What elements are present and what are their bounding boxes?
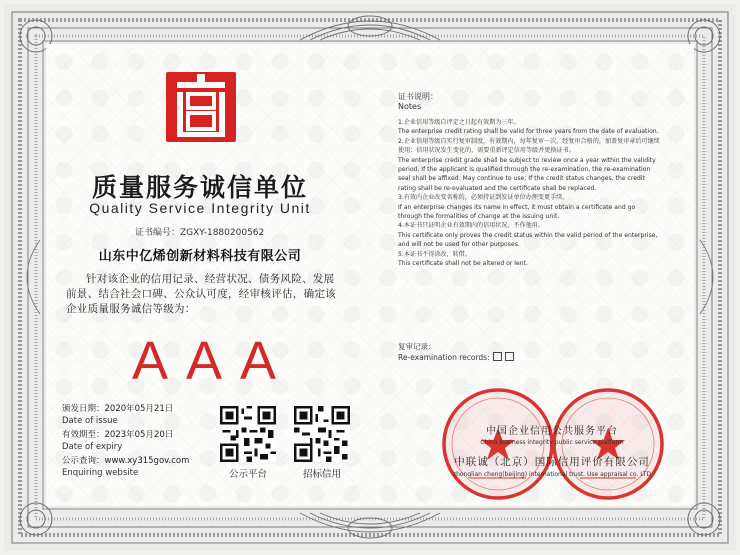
reexam-checkbox bbox=[493, 352, 502, 361]
notes-heading bbox=[398, 92, 438, 112]
reexam-label-en-text: Re-examination records: bbox=[398, 353, 490, 362]
issue-date: 颁发日期：2020年05月21日 bbox=[62, 404, 174, 414]
issuer-block bbox=[402, 422, 702, 478]
notes-title-en: Notes bbox=[398, 102, 422, 111]
notes-title-cn: 证书说明： bbox=[398, 92, 438, 101]
red-seal-logo-icon bbox=[162, 68, 240, 146]
certificate-number: 证书编号：ZGXY-1880200562 bbox=[135, 228, 265, 238]
date-block bbox=[62, 404, 189, 479]
note-item: 4.本证书只证明企业有效期内的信用状况，不作他用。 bbox=[398, 222, 544, 230]
qr-caption-public-platform: 公示平台 bbox=[228, 469, 267, 480]
note-item: The enterprise credit grade shall be subject to review once a year within the validity period. If the applicant is qualified through the re-examination, the re-examination seal shall be affixed. May continue to use; If the credit status changes, the credit rating shall be re-evaluated and the certificate shall be replaced. bbox=[398, 156, 656, 192]
note-item: This certificate only proves the credit status within the valid period of the enterprise, and will not be used for other purposes. bbox=[398, 231, 658, 249]
reexam-records bbox=[398, 341, 514, 363]
issuer-platform-en: China business integrity public service platform bbox=[480, 439, 624, 446]
certificate-description: 针对该企业的信用记录、经营状况、债务风险、发展前景、结合社会口碑、公众认可度，经审核评估，确定该企业质量服务诚信等级为： bbox=[66, 273, 336, 315]
website: 公示查询：www.xy315gov.com bbox=[62, 456, 190, 466]
company-name: 山东中亿烯创新材料科技有限公司 bbox=[98, 249, 302, 264]
credit-grade: AAA bbox=[132, 331, 295, 391]
notes-list bbox=[398, 118, 660, 269]
certificate-title-en: Quality Service Integrity Unit bbox=[89, 200, 311, 216]
issuer-company-cn: 中联诚（北京）国际信用评价有限公司 bbox=[454, 456, 650, 468]
reexam-checkbox bbox=[505, 352, 514, 361]
note-item: 1.企业信用等级自评定之日起有效期为三年。 bbox=[398, 119, 520, 126]
issuer-platform-cn: 中国企业信用公共服务平台 bbox=[486, 426, 618, 437]
note-item: 5.本证书不得涂改，转借。 bbox=[398, 250, 471, 258]
note-item: 3.有效内企业改变名称的，必须持证到发证单位办理变更手续。 bbox=[398, 194, 569, 202]
reexam-label-en bbox=[398, 352, 514, 363]
certificate-title: 质量服务诚信单位 bbox=[91, 173, 308, 202]
qr-code-icon bbox=[294, 406, 350, 462]
qr-code-icon bbox=[220, 406, 276, 462]
note-item: 2.企业信用等级自实行复审制度，有效期内，每年复审一次。经复审合格的，加盖复审章后可继续使用；信用状况发生变化的，需要重新评定信用等级并更换证书。 bbox=[398, 137, 660, 155]
expiry-date-en: Date of expiry bbox=[62, 441, 123, 452]
note-item: The enterprise credit rating shall be valid for three years from the date of evaluation. bbox=[398, 128, 659, 136]
issue-date-en: Date of issue bbox=[62, 415, 118, 426]
reexam-label-cn: 复审记录： bbox=[398, 342, 436, 351]
website-en: Enquiring website bbox=[62, 467, 139, 478]
qr-caption-bidding-credit: 招标信用 bbox=[302, 469, 341, 480]
note-item: If an enterprise changes its name in effect, it must obtain a certificate and go through the formalities of change at the issuing unit. bbox=[398, 203, 636, 221]
expiry-date: 有效期至：2023年05月20日 bbox=[62, 430, 174, 440]
issuer-company-en: zhonglian cheng(beijing) international trust. Use appraisal co. LTD bbox=[452, 471, 652, 478]
note-item: This certificate shall not be altered or lent. bbox=[398, 260, 528, 268]
